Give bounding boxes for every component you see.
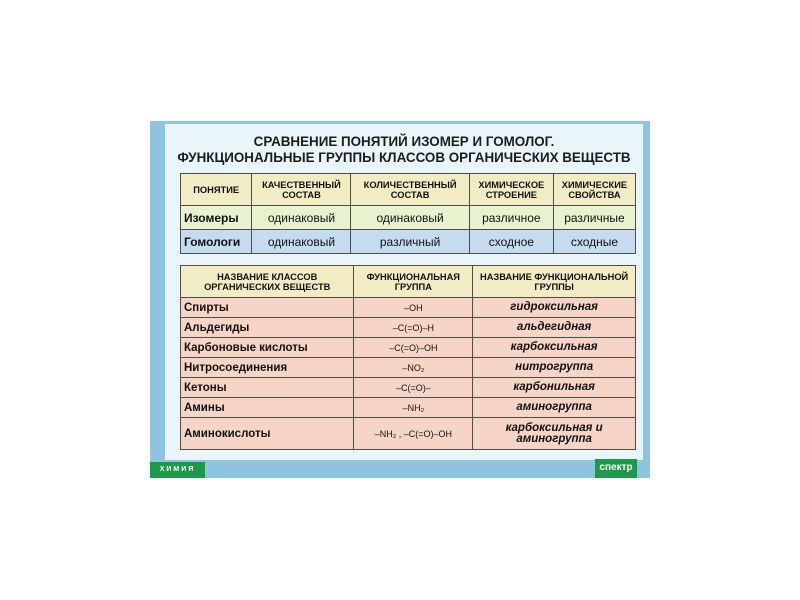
functional-group: –C(=O)–H (354, 318, 473, 338)
cell-value: сходные (553, 230, 635, 254)
comparison-header-row (181, 174, 636, 206)
group-name: карбоксильная (473, 338, 636, 358)
class-name: Альдегиды (181, 318, 354, 338)
group-name: альдегидная (473, 318, 636, 338)
header-properties: ХИМИЧЕСКИЕ СВОЙСТВА (553, 174, 635, 206)
group-name: гидроксильная (473, 298, 636, 318)
subject-label: ХИМИЯ (150, 462, 205, 478)
header-class-name: НАЗВАНИЕ КЛАССОВ ОРГАНИЧЕСКИХ ВЕЩЕСТВ (181, 266, 354, 298)
comparison-table (180, 173, 636, 254)
class-name: Спирты (181, 298, 354, 318)
table-row (181, 318, 636, 338)
cell-value: сходное (469, 230, 553, 254)
group-name: карбоксильная и аминогруппа (473, 418, 636, 450)
cell-value: одинаковый (252, 230, 351, 254)
title-line-2: ФУНКЦИОНАЛЬНЫЕ ГРУППЫ КЛАССОВ ОРГАНИЧЕСКИХ ВЕЩЕСТВ (177, 150, 631, 165)
header-concept: ПОНЯТИЕ (181, 174, 252, 206)
functional-group: –C(=O)–OH (354, 338, 473, 358)
class-name: Карбоновые кислоты (181, 338, 354, 358)
header-quantitative: КОЛИЧЕСТВЕННЫЙ СОСТАВ (351, 174, 469, 206)
table-row (181, 398, 636, 418)
table-row (181, 378, 636, 398)
header-functional-group: ФУНКЦИОНАЛЬНАЯ ГРУППА (354, 266, 473, 298)
table-row (181, 338, 636, 358)
cell-value: одинаковый (351, 206, 469, 230)
table-row (181, 418, 636, 450)
groups-header-row (181, 266, 636, 298)
class-name: Нитросоединения (181, 358, 354, 378)
class-name: Амины (181, 398, 354, 418)
functional-group: –NH₂ (354, 398, 473, 418)
class-name: Кетоны (181, 378, 354, 398)
header-group-name: НАЗВАНИЕ ФУНКЦИОНАЛЬНОЙ ГРУППЫ (473, 266, 636, 298)
functional-group: –OH (354, 298, 473, 318)
group-name: нитрогруппа (473, 358, 636, 378)
cell-value: различный (351, 230, 469, 254)
header-structure: ХИМИЧЕСКОЕ СТРОЕНИЕ (469, 174, 553, 206)
poster (150, 121, 650, 478)
group-name: аминогруппа (473, 398, 636, 418)
cell-value: одинаковый (252, 206, 351, 230)
table-row (181, 298, 636, 318)
group-name: карбонильная (473, 378, 636, 398)
comparison-row-isomers (181, 206, 636, 230)
title-line-1: СРАВНЕНИЕ ПОНЯТИЙ ИЗОМЕР И ГОМОЛОГ. (253, 134, 555, 149)
table-row (181, 358, 636, 378)
brand-logo: спектр (595, 459, 637, 478)
functional-group: –NO₂ (354, 358, 473, 378)
comparison-row-homologs (181, 230, 636, 254)
poster-title (165, 134, 643, 166)
row-label: Гомологи (181, 230, 252, 254)
cell-value: различное (469, 206, 553, 230)
header-qualitative: КАЧЕСТВЕННЫЙ СОСТАВ (252, 174, 351, 206)
poster-panel (165, 124, 643, 460)
functional-group: –NH₂ , –C(=O)–OH (354, 418, 473, 450)
row-label: Изомеры (181, 206, 252, 230)
functional-group: –C(=O)– (354, 378, 473, 398)
cell-value: различные (553, 206, 635, 230)
class-name: Аминокислоты (181, 418, 354, 450)
functional-groups-table (180, 265, 636, 450)
